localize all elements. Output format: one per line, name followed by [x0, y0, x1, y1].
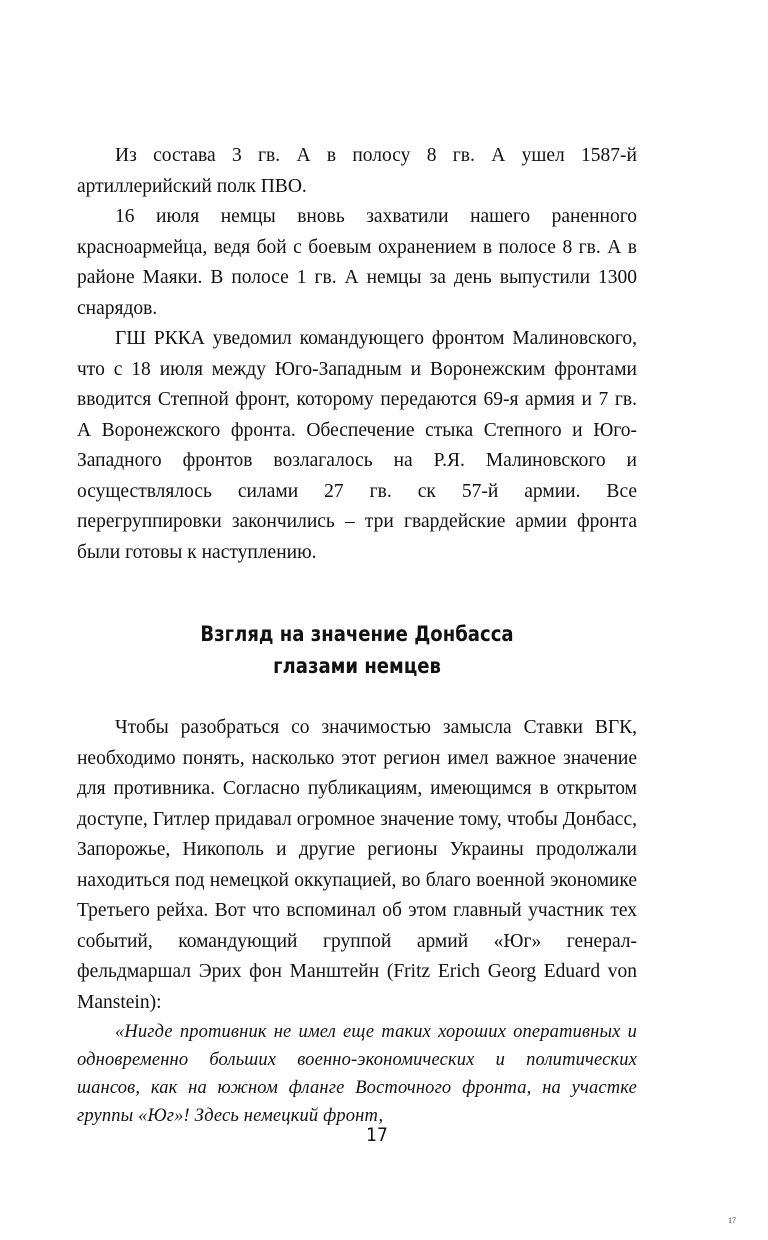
paragraph: Из состава 3 гв. А в полосу 8 гв. А ушел 1587-й артиллерийский полк ПВО. — [77, 145, 637, 197]
text-section-top — [77, 141, 637, 568]
corner-page-number: 17 — [728, 1216, 736, 1225]
quote-paragraph: «Нигде противник не имел еще таких хороших оперативных и одновременно больших военно-экономических и политических шансов, как на южном фланге Восточного фронта, на участке группы «Юг»! Здесь немецкий фронт, — [77, 1022, 637, 1126]
paragraph: 16 июля немцы вновь захватили нашего раненного красноармейца, ведя бой с боевым охранением в полосе 8 гв. А в районе Маяки. В полосе 1 гв. А немцы за день выпустили 1300 снарядов. — [77, 206, 637, 319]
heading-line-2: глазами немцев — [273, 654, 441, 678]
page-number: 17 — [366, 1124, 388, 1146]
text-section-bottom — [77, 713, 637, 1130]
heading-line-1: Взгляд на значение Донбасса — [200, 622, 514, 646]
section-heading — [116, 618, 598, 682]
paragraph: Чтобы разобраться со значимостью замысла Ставки ВГК, необходимо понять, насколько этот регион имел важное значение для противника. Согласно публикациям, имеющимся в открытом доступе, Гитлер придавал огромное значение тому, чтобы Донбасс, Запорожье, Никополь и другие регионы Украины продолжали находиться под немецкой оккупацией, во благо военной экономике Третьего рейха. Вот что вспоминал об этом главный участник тех событий, командующий группой армий «Юг» генерал-фельдмаршал Эрих фон Манштейн (Fritz Erich Georg Eduard von Manstein): — [77, 717, 637, 1013]
paragraph: ГШ РККА уведомил командующего фронтом Малиновского, что с 18 июля между Юго-Западным и Воронежским фронтами вводится Степной фронт, которому передаются 69-я армия и 7 гв. А Воронежского фронта. Обеспечение стыка Степного и Юго-Западного фронтов возлагалось на Р.Я. Малиновского и осуществлялось силами 27 гв. ск 57-й армии. Все перегруппировки закончились – три гвардейские армии фронта были готовы к наступлению. — [77, 328, 637, 563]
